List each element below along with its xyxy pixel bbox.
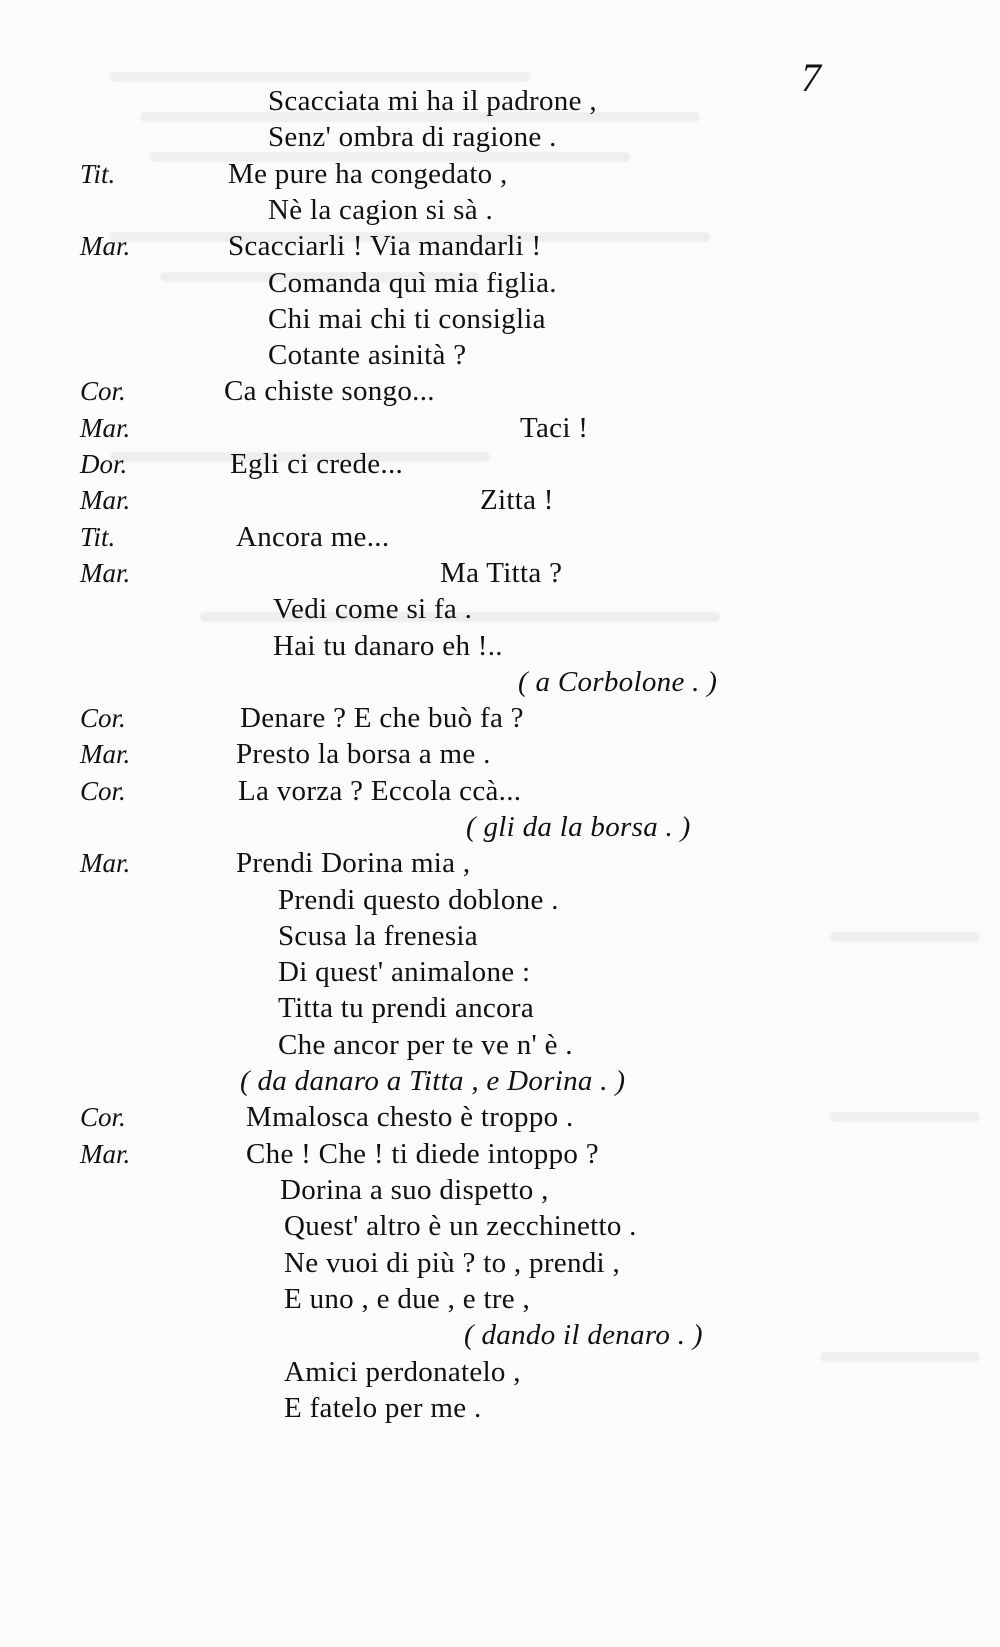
speaker-label: Mar. [80,413,131,443]
verse-text-line: Nè la cagion si sà . [268,194,494,226]
verse-text-line: Prendi questo doblone . [278,884,559,916]
speaker-label: Mar. [80,739,131,769]
verse-line [0,1353,1000,1391]
verse-text-line: Hai tu danaro eh !.. [273,630,503,662]
verse-line [0,191,1000,229]
verse-line [0,264,1000,302]
verse-line [0,917,1000,955]
verse-line [0,808,1000,846]
verse-text-line: Titta tu prendi ancora [278,992,535,1024]
verse-text-line: Ca chiste songo... [224,375,435,407]
speaker-label: Cor. [80,776,126,806]
verse-text-line: Ancora me... [236,521,390,553]
speaker-label: Cor. [80,1102,126,1132]
stage-direction: ( dando il denaro . ) [464,1319,703,1351]
verse-line [0,1316,1000,1354]
verse-line [0,481,1000,519]
verse-text-line: E uno , e due , e tre , [284,1283,531,1315]
verse-text-line: Quest' altro è un zecchinetto . [284,1210,637,1242]
verse-line [0,118,1000,156]
verse-line [0,1135,1000,1173]
verse-text-line: Zitta ! [480,484,554,516]
verse-text-line: Me pure ha congedato , [228,158,508,190]
verse-text-line: Scacciata mi ha il padrone , [268,85,597,117]
speaker-label: Mar. [80,485,131,515]
verse-line [0,735,1000,773]
verse-text-line: Prendi Dorina mia , [236,847,471,879]
page-number: 7 [801,55,821,100]
verse-text-line: Dorina a suo dispetto , [280,1174,549,1206]
verse-line [0,1389,1000,1427]
verse-line [0,227,1000,265]
verse-text-line: Vedi come si fa . [273,593,473,625]
verse-text-line: Cotante asinità ? [268,339,467,371]
speaker-label: Cor. [80,703,126,733]
verse-line [0,844,1000,882]
verse-line [0,82,1000,120]
verse-line [0,881,1000,919]
verse-text-line: Chi mai chi ti consiglia [268,303,546,335]
verse-line [0,1171,1000,1209]
verse-line [0,663,1000,701]
speaker-label: Dor. [80,449,128,479]
stage-direction: ( gli da la borsa . ) [466,811,691,843]
verse-text-line: Scacciarli ! Via mandarli ! [228,230,542,262]
verse-text-line: Mmalosca chesto è troppo . [246,1101,574,1133]
verse-line [0,409,1000,447]
speaker-label: Cor. [80,376,126,406]
verse-line [0,155,1000,193]
verse-text-line: Ne vuoi di più ? to , prendi , [284,1247,621,1279]
verse-line [0,1098,1000,1136]
verse-line [0,772,1000,810]
verse-line [0,953,1000,991]
verse-text-line: Scusa la frenesia [278,920,478,952]
verse-text-line: Denare ? E che buò fa ? [240,702,524,734]
verse-text-line: Che ancor per te ve n' è . [278,1029,573,1061]
verse-text-line: Comanda quì mia figlia. [268,267,557,299]
verse-text-line: Amici perdonatelo , [284,1356,521,1388]
verse-line [0,590,1000,628]
speaker-label: Mar. [80,231,131,261]
speaker-label: Mar. [80,848,131,878]
speaker-label: Tit. [80,159,116,189]
verse-line [0,518,1000,556]
verse-line [0,554,1000,592]
verse-text-line: Che ! Che ! ti diede intoppo ? [246,1138,599,1170]
stage-direction: ( da danaro a Titta , e Dorina . ) [240,1065,626,1097]
speaker-label: Mar. [80,558,131,588]
verse-line [0,336,1000,374]
verse-line [0,1026,1000,1064]
verse-text-line: Taci ! [520,412,589,444]
verse-text-line: Di quest' animalone : [278,956,531,988]
verse-text-line: Presto la borsa a me . [236,738,491,770]
verse-line [0,372,1000,410]
verse-line [0,300,1000,338]
verse-line [0,1280,1000,1318]
verse-text-line: Egli ci crede... [230,448,404,480]
verse-text-line: La vorza ? Eccola ccà... [238,775,522,807]
verse-line [0,989,1000,1027]
verse-line [0,699,1000,737]
verse-line [0,1207,1000,1245]
speaker-label: Mar. [80,1139,131,1169]
verse-text-line: Senz' ombra di ragione . [268,121,557,153]
verse-line [0,627,1000,665]
verse-line [0,1244,1000,1282]
verse-text-line: E fatelo per me . [284,1392,482,1424]
speaker-label: Tit. [80,522,116,552]
verse-line [0,445,1000,483]
stage-direction: ( a Corbolone . ) [518,666,718,698]
verse-line [0,1062,1000,1100]
verse-text-line: Ma Titta ? [440,557,563,589]
